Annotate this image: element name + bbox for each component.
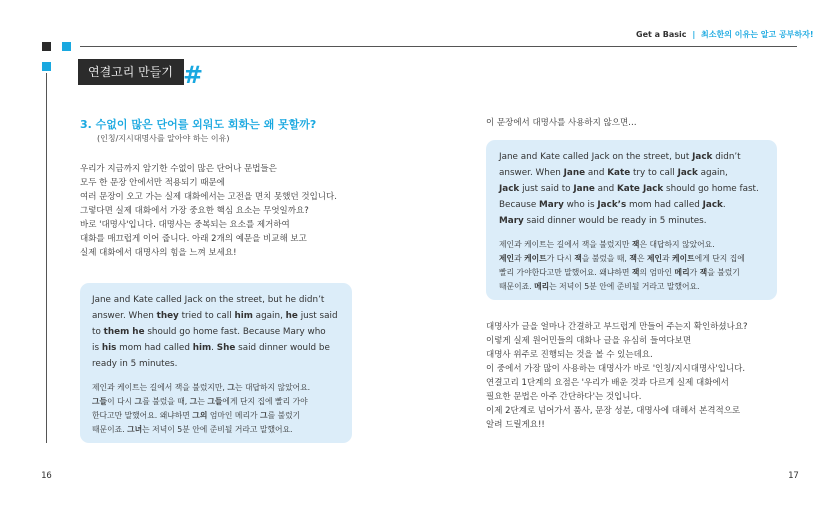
decor-square-dark: [42, 42, 51, 51]
text-run: Jane and Kate called Jack on the street, but he didn’t: [92, 295, 325, 305]
decor-square-cyan: [42, 62, 51, 71]
page-number-left: 16: [41, 471, 52, 481]
emphasized-word: 케이트: [672, 254, 695, 263]
text-run: ready in 5 minutes.: [92, 359, 178, 369]
text-run: 과: [514, 254, 525, 263]
emphasized-word: Jack: [499, 184, 520, 194]
example-line: [499, 266, 777, 280]
text-run: 는 저녁이 5분 안에 준비될 거라고 말했어요.: [142, 425, 293, 434]
text-run: .: [211, 343, 217, 353]
text-run: just said to: [519, 184, 574, 194]
korean-translation: [92, 381, 352, 437]
hash-icon: #: [183, 61, 204, 89]
running-header: [636, 29, 814, 40]
paragraph-line: 이렇게 실제 원어민들의 대화나 글을 유심히 들여다보면: [486, 336, 692, 346]
left-paragraph: [80, 162, 337, 260]
text-run: 는: [197, 397, 208, 406]
emphasized-word: him: [192, 343, 212, 353]
series-slogan: 최소한의 이유는 알고 공부하자!: [701, 30, 814, 39]
text-run: 을 불렀기: [707, 268, 740, 277]
text-run: answer. When: [499, 168, 564, 178]
emphasized-word: Kate: [607, 168, 631, 178]
example-line: [499, 238, 777, 252]
emphasized-word: 그: [260, 411, 268, 420]
emphasized-word: 메리: [534, 282, 550, 291]
text-run: just said: [297, 311, 338, 321]
emphasized-word: Jack: [692, 152, 713, 162]
section-heading: 3. 수없이 많은 단어를 외워도 회화는 왜 못할까?: [80, 118, 317, 131]
example-line: [92, 324, 352, 340]
paragraph-line: 대명사가 글을 얼마나 간결하고 부드럽게 만들어 주는지 확인하셨나요?: [486, 322, 748, 332]
emphasized-word: he: [285, 311, 298, 321]
paragraph-line: 알려 드릴게요!!: [486, 420, 545, 430]
example-line: [92, 308, 352, 324]
emphasized-word: 제인: [499, 254, 515, 263]
text-run: .: [722, 200, 726, 210]
emphasized-word: 잭: [699, 268, 708, 277]
emphasized-word: 잭: [631, 268, 640, 277]
emphasized-word: Jack: [677, 168, 698, 178]
korean-translation: [499, 238, 777, 294]
header-divider: |: [692, 30, 696, 39]
text-run: 에게 단지 집에: [694, 254, 745, 263]
text-run: 엄마인 메리가: [207, 411, 261, 420]
text-run: to: [92, 327, 104, 337]
paragraph-line: 실제 대화에서 대명사의 힘을 느껴 보세요!: [80, 248, 237, 258]
paragraph-line: 그렇다면 실제 대화에서 가장 중요한 핵심 요소는 무엇일까요?: [80, 206, 309, 216]
emphasized-word: Mary: [539, 200, 564, 210]
text-run: answer. When: [92, 311, 157, 321]
pronoun-example-box: [80, 283, 352, 443]
text-run: and: [585, 168, 608, 178]
example-line: [92, 423, 352, 437]
text-run: 를 불렀기: [267, 411, 301, 420]
example-line: [499, 280, 777, 294]
emphasized-word: 그: [227, 383, 235, 392]
text-run: 는 대답하지 않았어요.: [234, 383, 311, 392]
text-run: said dinner would be: [235, 343, 330, 353]
emphasized-word: them he: [103, 327, 145, 337]
emphasized-word: 잭: [629, 254, 637, 263]
emphasized-word: 그들: [207, 397, 223, 406]
text-run: 은 대답하지 않았어요.: [639, 240, 715, 249]
emphasized-word: Jane: [563, 168, 586, 178]
emphasized-word: 그: [134, 397, 143, 406]
emphasized-word: Jack’s: [597, 200, 627, 210]
emphasized-word: 잭: [631, 240, 640, 249]
paragraph-line: 바로 '대명사'입니다. 대명사는 중복되는 요소를 제거하여: [80, 220, 290, 230]
top-rule: [80, 46, 797, 47]
emphasized-word: 메리: [674, 268, 690, 277]
emphasized-word: Jack: [702, 200, 723, 210]
text-run: 는 저녁이 5분 안에 준비될 거라고 말했어요.: [549, 282, 700, 291]
example-line: [499, 213, 777, 229]
no-pronoun-example-box: [486, 140, 777, 300]
paragraph-line: 대화를 매끄럽게 이어 줍니다. 아래 2개의 예문을 비교해 보고: [80, 234, 307, 244]
text-run: mom had called: [116, 343, 193, 353]
paragraph-line: 우리가 지금까지 암기한 수없이 많은 단어나 문법들은: [80, 164, 277, 174]
paragraph-line: 대명사 위주로 진행되는 것을 볼 수 있는데요.: [486, 350, 653, 360]
left-rule: [46, 73, 47, 443]
example-line: [92, 409, 352, 423]
text-run: 이 다시: [107, 397, 135, 406]
text-run: 때문이죠.: [499, 282, 535, 291]
text-run: mom had called: [626, 200, 703, 210]
text-run: should go home fast. Because Mary who: [144, 327, 326, 337]
emphasized-word: 잭: [574, 254, 582, 263]
right-intro: 이 문장에서 대명사를 사용하지 않으면…: [486, 118, 637, 128]
emphasized-word: his: [101, 343, 117, 353]
paragraph-line: 연결고리 1단계의 요점은 '우리가 배운 것과 다르게 실제 대화에서: [486, 378, 729, 388]
text-run: 가 다시: [546, 254, 575, 263]
page-number-right: 17: [788, 471, 799, 481]
text-run: Because: [499, 200, 540, 210]
paragraph-line: 모두 한 문장 안에서만 적용되기 때문에: [80, 178, 225, 188]
paragraph-line: 여러 문장이 오고 가는 실제 대화에서는 고전을 면치 못했던 것입니다.: [80, 192, 337, 202]
text-run: again,: [697, 168, 728, 178]
emphasized-word: Jane: [573, 184, 595, 194]
text-run: 을 불렀을 때,: [581, 254, 630, 263]
text-run: is: [92, 343, 102, 353]
example-line: [499, 181, 777, 197]
example-line: [92, 381, 352, 395]
example-line: [499, 197, 777, 213]
text-run: again,: [252, 311, 286, 321]
section-subheading: (인칭/지시대명사를 알아야 하는 이유): [97, 134, 230, 143]
text-run: said dinner would be ready in 5 minutes.: [523, 216, 707, 226]
text-run: 때문이죠.: [92, 425, 128, 434]
example-line: [499, 165, 777, 181]
text-run: should go home fast.: [663, 184, 759, 194]
paragraph-line: 이제 2단계로 넘어가서 품사, 문장 성분, 대명사에 대해서 본격적으로: [486, 406, 741, 416]
right-paragraph: [486, 320, 748, 432]
paragraph-line: 이 중에서 가장 많이 사용하는 대명사가 바로 '인칭/지시대명사'입니다.: [486, 364, 746, 374]
text-run: try to call: [630, 168, 678, 178]
text-run: 의 엄마인: [639, 268, 675, 277]
decor-square-cyan: [62, 42, 71, 51]
emphasized-word: him: [234, 311, 253, 321]
text-run: Jane and Kate called Jack on the street, but: [499, 152, 693, 162]
example-line: [92, 340, 352, 356]
text-run: tried to call: [178, 311, 235, 321]
text-run: 제인과 케이트는 길에서 잭을 불렀지만,: [92, 383, 228, 392]
text-run: 은: [636, 254, 647, 263]
emphasized-word: She: [216, 343, 236, 353]
text-run: and: [594, 184, 617, 194]
example-line: [92, 356, 352, 372]
emphasized-word: 그녀: [127, 425, 143, 434]
paragraph-line: 필요한 문법은 아주 간단하다'는 것입니다.: [486, 392, 642, 402]
emphasized-word: Mary: [499, 216, 524, 226]
text-run: 제인과 케이트는 길에서 잭을 불렀지만: [499, 240, 632, 249]
emphasized-word: 케이트: [524, 254, 547, 263]
example-line: [92, 395, 352, 409]
emphasized-word: Kate Jack: [616, 184, 664, 194]
text-run: 가: [689, 268, 700, 277]
emphasized-word: 제인: [646, 254, 663, 263]
text-run: 한다고만 말했어요. 왜냐하면: [92, 411, 193, 420]
text-run: 에게 단지 집에 빨리 가야: [222, 397, 308, 406]
text-run: 빨리 가야한다고만 말했어요. 왜냐하면: [499, 268, 632, 277]
series-name: Get a Basic: [636, 30, 687, 39]
english-example: [499, 149, 777, 229]
emphasized-word: 그: [189, 397, 198, 406]
english-example: [92, 292, 352, 372]
text-run: 과: [662, 254, 673, 263]
example-line: [92, 292, 352, 308]
example-line: [499, 252, 777, 266]
emphasized-word: they: [156, 311, 179, 321]
emphasized-word: 그의: [192, 411, 208, 420]
section-title: 연결고리 만들기 1단계: [78, 59, 184, 85]
example-line: [499, 149, 777, 165]
text-run: didn’t: [712, 152, 741, 162]
text-run: who is: [563, 200, 598, 210]
text-run: 를 불렀을 때,: [142, 397, 190, 406]
emphasized-word: 그들: [92, 397, 108, 406]
